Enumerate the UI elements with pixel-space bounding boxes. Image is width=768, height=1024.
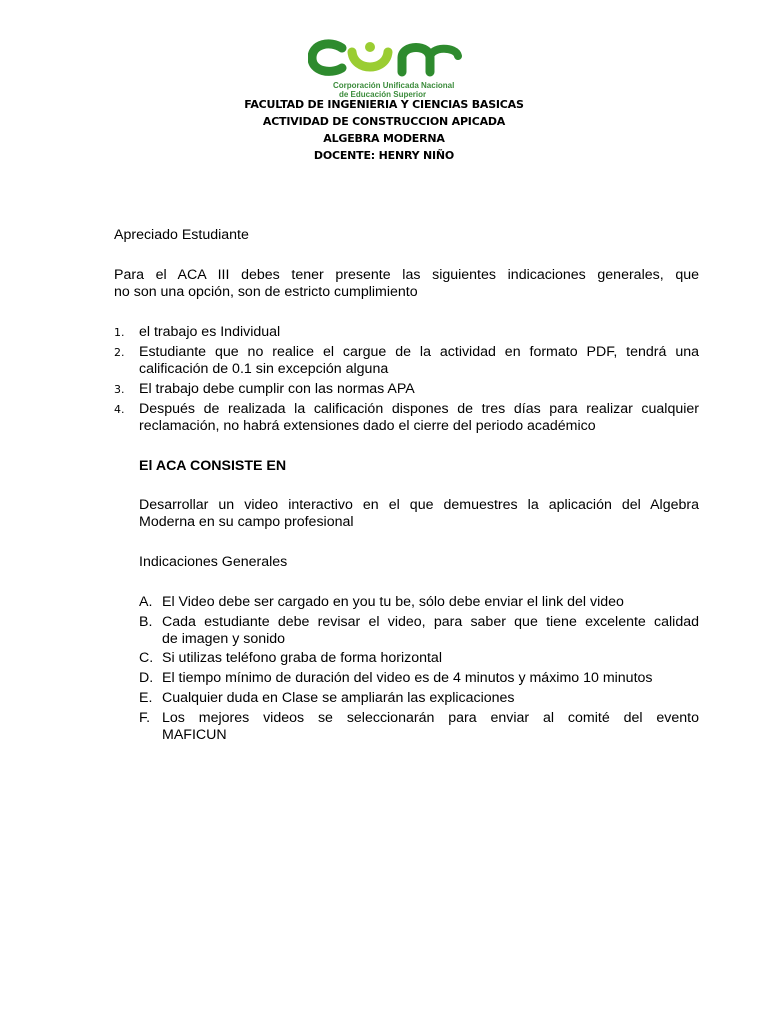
list-item-text: Si utilizas teléfono graba de forma horizontal bbox=[162, 650, 442, 666]
list-item-text: MAFICUN bbox=[162, 727, 227, 743]
course-heading: ALGEBRA MODERNA bbox=[323, 132, 445, 145]
list-item-text: calificación de 0.1 sin excepción alguna bbox=[139, 361, 389, 377]
activity-heading: ACTIVIDAD DE CONSTRUCCION APICADA bbox=[262, 115, 506, 128]
list-item-letter: E. bbox=[139, 690, 153, 706]
faculty-heading: FACULTAD DE INGENIERIA Y CIENCIAS BASICAS bbox=[244, 98, 524, 111]
list-item-text: Cada estudiante debe revisar el video, para saber que tiene excelente calidad bbox=[162, 614, 699, 630]
teacher-heading: DOCENTE: HENRY NIÑO bbox=[313, 149, 455, 162]
logo-subtitle-line1: Corporación Unificada Nacional bbox=[333, 81, 455, 90]
list-item-text: Después de realizada la calificación dispones de tres días para realizar cualquier bbox=[139, 401, 699, 417]
list-item-letter: D. bbox=[139, 670, 154, 686]
list-item-letter: A. bbox=[139, 594, 153, 610]
list-item-text: el trabajo es Individual bbox=[139, 324, 281, 340]
section-desc-line-2: Moderna en su campo profesional bbox=[139, 514, 354, 530]
list-item-text: de imagen y sonido bbox=[162, 631, 286, 647]
list-item-text: Cualquier duda en Clase se ampliarán las explicaciones bbox=[162, 690, 515, 706]
list-item-text: reclamación, no habrá extensiones dado el cierre del periodo académico bbox=[139, 418, 596, 434]
intro-line-2: no son una opción, son de estricto cumplimiento bbox=[114, 284, 418, 300]
list-item-letter: C. bbox=[139, 650, 154, 666]
cun-logo bbox=[300, 38, 480, 100]
list-item-text: El trabajo debe cumplir con las normas APA bbox=[139, 381, 415, 397]
list-item-text: Los mejores videos se seleccionarán para enviar al comité del evento bbox=[162, 710, 699, 726]
cun-wordmark-logo bbox=[308, 38, 473, 80]
greeting: Apreciado Estudiante bbox=[114, 227, 249, 243]
list-item-letter: F. bbox=[139, 710, 151, 726]
list-item-text: El Video debe ser cargado en you tu be, sólo debe enviar el link del video bbox=[162, 594, 624, 610]
list-item-number: 4. bbox=[114, 403, 125, 416]
list-item-number: 1. bbox=[114, 326, 125, 339]
list-item-text: Estudiante que no realice el cargue de la actividad en formato PDF, tendrá una bbox=[139, 344, 699, 360]
list-item-number: 2. bbox=[114, 346, 125, 359]
list-item-letter: B. bbox=[139, 614, 153, 630]
logo-subtitle-line2: de Educación Superior bbox=[339, 90, 427, 99]
list-item-text: El tiempo mínimo de duración del video es de 4 minutos y máximo 10 minutos bbox=[162, 670, 653, 686]
section-desc-line-1: Desarrollar un video interactivo en el que demuestres la aplicación del Algebra bbox=[139, 497, 699, 513]
section-heading: El ACA CONSISTE EN bbox=[139, 458, 287, 474]
list-item-number: 3. bbox=[114, 383, 125, 396]
section-subheading: Indicaciones Generales bbox=[139, 554, 288, 570]
intro-line-1: Para el ACA III debes tener presente las siguientes indicaciones generales, que bbox=[114, 267, 699, 283]
